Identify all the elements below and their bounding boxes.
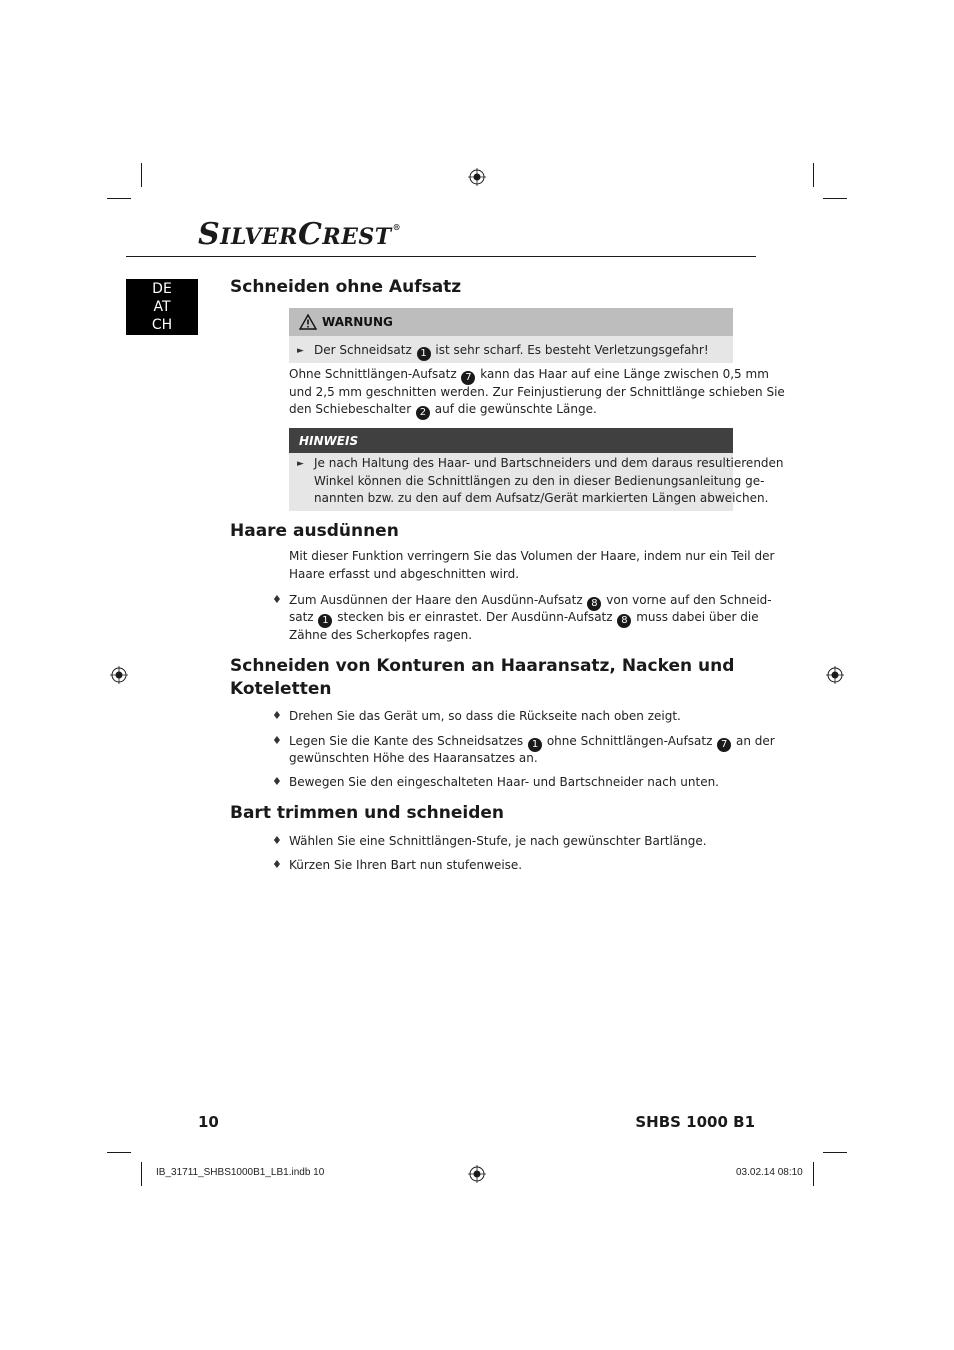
crop-mark <box>141 1162 142 1186</box>
page-number: 10 <box>198 1113 219 1131</box>
hint-line: Winkel können die Schnittlängen zu den in dieser Bedienungsanleitung ge- <box>314 474 765 488</box>
arrow-bullet-icon: ► <box>297 346 304 356</box>
hint-box-header <box>289 428 733 453</box>
section-heading: Schneiden ohne Aufsatz <box>230 277 462 297</box>
registration-mark-icon <box>468 168 486 186</box>
callout-number: 8 <box>617 614 631 628</box>
crop-mark <box>141 163 142 187</box>
logo-letter: S <box>198 217 221 252</box>
bullet-line: Wählen Sie eine Schnittlängen-Stufe, je nach gewünschter Bartlänge. <box>289 834 707 848</box>
callout-number: 7 <box>717 738 731 752</box>
section-heading: Bart trimmen und schneiden <box>230 803 505 823</box>
language-code: DE <box>152 281 172 297</box>
diamond-bullet-icon: ♦ <box>272 858 282 871</box>
brand-logo <box>198 217 402 252</box>
paragraph-line: den Schiebeschalter 2 auf die gewünschte Länge. <box>289 402 597 418</box>
callout-number: 1 <box>318 614 332 628</box>
callout-number: 2 <box>416 406 430 420</box>
crop-mark <box>107 198 131 199</box>
registration-mark-icon <box>826 666 844 684</box>
section-heading: Koteletten <box>230 679 332 699</box>
model-number: SHBS 1000 B1 <box>635 1113 755 1131</box>
warning-label: WARNUNG <box>322 315 393 329</box>
warning-text: Der Schneidsatz 1 ist sehr scharf. Es besteht Verletzungsgefahr! <box>314 343 709 359</box>
section-heading: Haare ausdünnen <box>230 521 399 541</box>
section-heading: Schneiden von Konturen an Haaransatz, Nacken und <box>230 656 735 676</box>
callout-number: 1 <box>528 738 542 752</box>
paragraph-line: Haare erfasst und abgeschnitten wird. <box>289 567 520 581</box>
crop-mark <box>823 198 847 199</box>
diamond-bullet-icon: ♦ <box>272 593 282 606</box>
warning-box-header <box>289 308 733 336</box>
header-rule <box>126 256 756 257</box>
bullet-line: Zum Ausdünnen der Haare den Ausdünn-Aufsatz 8 von vorne auf den Schneid- <box>289 593 772 609</box>
language-tab <box>126 279 198 335</box>
callout-number: 1 <box>417 347 431 361</box>
paragraph-line: Mit dieser Funktion verringern Sie das Volumen der Haare, indem nur ein Teil der <box>289 549 775 563</box>
crop-mark <box>823 1152 847 1153</box>
callout-number: 7 <box>461 371 475 385</box>
bullet-line: gewünschten Höhe des Haaransatzes an. <box>289 751 538 765</box>
print-slug-file: IB_31711_SHBS1000B1_LB1.indb 10 <box>156 1167 325 1178</box>
warning-triangle-icon <box>299 314 317 330</box>
bullet-line: Bewegen Sie den eingeschalteten Haar- und Bartschneider nach unten. <box>289 775 719 789</box>
hint-label: HINWEIS <box>299 433 359 448</box>
language-code: CH <box>151 317 173 333</box>
print-slug-date: 03.02.14 08:10 <box>736 1167 803 1178</box>
crop-mark <box>813 1162 814 1186</box>
registration-mark-icon <box>110 666 128 684</box>
bullet-line: satz 1 stecken bis er einrastet. Der Ausdünn-Aufsatz 8 muss dabei über die <box>289 610 759 626</box>
bullet-line: Kürzen Sie Ihren Bart nun stufenweise. <box>289 858 523 872</box>
crop-mark <box>813 163 814 187</box>
bullet-line: Legen Sie die Kante des Schneidsatzes 1 ohne Schnittlängen-Aufsatz 7 an der <box>289 734 775 750</box>
bullet-line: Drehen Sie das Gerät um, so dass die Rückseite nach oben zeigt. <box>289 709 681 723</box>
logo-letter: C <box>297 217 323 252</box>
crop-mark <box>107 1152 131 1153</box>
hint-line: Je nach Haltung des Haar- und Bartschneiders und dem daraus resultierenden <box>314 456 784 470</box>
paragraph-line: Ohne Schnittlängen-Aufsatz 7 kann das Haar auf eine Länge zwischen 0,5 mm <box>289 367 769 383</box>
callout-number: 8 <box>587 597 601 611</box>
diamond-bullet-icon: ♦ <box>272 709 282 722</box>
registration-mark-icon <box>468 1165 486 1183</box>
diamond-bullet-icon: ♦ <box>272 834 282 847</box>
hint-line: nannten bzw. zu den auf dem Aufsatz/Gerät markierten Längen abweichen. <box>314 491 769 505</box>
logo-letters: ILVER <box>220 224 298 250</box>
diamond-bullet-icon: ♦ <box>272 775 282 788</box>
language-code: AT <box>153 299 171 315</box>
bullet-line: Zähne des Scherkopfes ragen. <box>289 628 473 642</box>
logo-letters: REST <box>322 224 392 250</box>
paragraph-line: und 2,5 mm geschnitten werden. Zur Feinjustierung der Schnittlänge schieben Sie <box>289 385 785 399</box>
arrow-bullet-icon: ► <box>297 459 304 469</box>
trademark-symbol: ® <box>392 222 402 232</box>
diamond-bullet-icon: ♦ <box>272 734 282 747</box>
